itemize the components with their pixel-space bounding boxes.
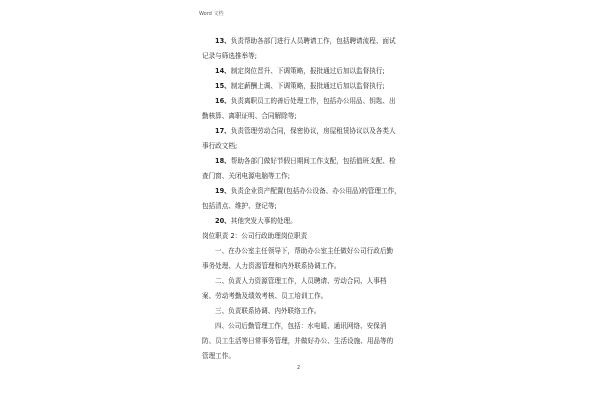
line-text: 事行政文档; (202, 142, 238, 150)
paragraph-line (202, 262, 340, 271)
line-text: 四、公司后勤管理工作，包括：水电暖、通讯网络、安保消 (215, 322, 387, 330)
item-number: 14、 (215, 67, 231, 75)
line-text: 其他突发大事的处理。 (230, 217, 297, 225)
line-text: 制定薪酬上调、下调策略，报批通过后加以监督执行; (230, 82, 385, 90)
item-number: 20、 (215, 217, 231, 225)
paragraph-line (202, 292, 327, 301)
line-text: 制定岗位晋升、下调策略，报批通过后加以监督执行; (230, 67, 385, 75)
paragraph-line (215, 247, 393, 256)
line-text: 查门窗、关闭电源电脑等工作; (202, 172, 290, 180)
line-text: 管理工作。 (202, 352, 235, 360)
paragraph-line (215, 97, 396, 106)
paragraph-line (202, 142, 237, 151)
paragraph-line (202, 172, 290, 181)
line-text: 包括清点、维护、登记等; (202, 202, 277, 210)
paragraph-line (215, 67, 385, 76)
paragraph-line (215, 82, 385, 91)
item-number: 19、 (215, 187, 231, 195)
line-text: 二、负责人力资源管理工作，人员聘请、劳动合同、人事档 (215, 277, 387, 285)
paragraph-line (202, 112, 297, 121)
line-text: 负责离职员工的善后处理工作，包括办公用品、钥匙、出 (230, 97, 396, 105)
paragraph-line (215, 307, 321, 316)
line-text: 勤核算、离职证明、合同解除等; (202, 112, 297, 120)
line-text: 事务处理、人力资源管理和内外联系协调工作。 (202, 262, 341, 270)
section-heading (202, 232, 307, 241)
paragraph-line (215, 37, 396, 46)
item-number: 17、 (215, 127, 231, 135)
line-text: 帮助各部门做好节假日期间工作支配，包括值班支配、检 (230, 157, 396, 165)
paragraph-line (215, 127, 396, 136)
line-text: 负责企业资产配置(包括办公设备、办公用品)的管理工作， (230, 187, 401, 195)
line-text: 负责管理劳动合同，保密协议，房屋租赁协议以及各类人 (230, 127, 396, 135)
item-number: 16、 (215, 97, 231, 105)
paragraph-line (215, 217, 297, 226)
line-text: 岗位职责 2：公司行政助理岗位职责 (202, 232, 308, 240)
item-number: 18、 (215, 157, 231, 165)
paragraph-line (215, 277, 386, 286)
paragraph-line (202, 337, 393, 346)
line-text: 一、在办公室主任领导下，帮助办公室主任做好公司行政后勤 (215, 247, 394, 255)
paragraph-line (215, 322, 386, 331)
line-text: 记录与筛选推举等; (202, 52, 257, 60)
paragraph-line (215, 187, 401, 196)
line-text: 防、员工生活等日常事务管理，并做好办公、生活设施、用品等的 (202, 337, 394, 345)
item-number: 15、 (215, 82, 231, 90)
paragraph-line (202, 52, 257, 61)
item-number: 13、 (215, 37, 231, 45)
paragraph-line (202, 202, 277, 211)
line-text: 负责帮助各部门进行人员聘请工作，包括聘请流程、面试 (230, 37, 396, 45)
line-text: 三、负责联系协调、内外联络工作。 (215, 307, 321, 315)
document-header: Word 文档 (199, 11, 224, 17)
page-number: 2 (297, 365, 301, 371)
line-text: 案、劳动考勤及绩效考核、员工培训工作。 (202, 292, 328, 300)
paragraph-line (202, 352, 235, 361)
paragraph-line (215, 157, 396, 166)
